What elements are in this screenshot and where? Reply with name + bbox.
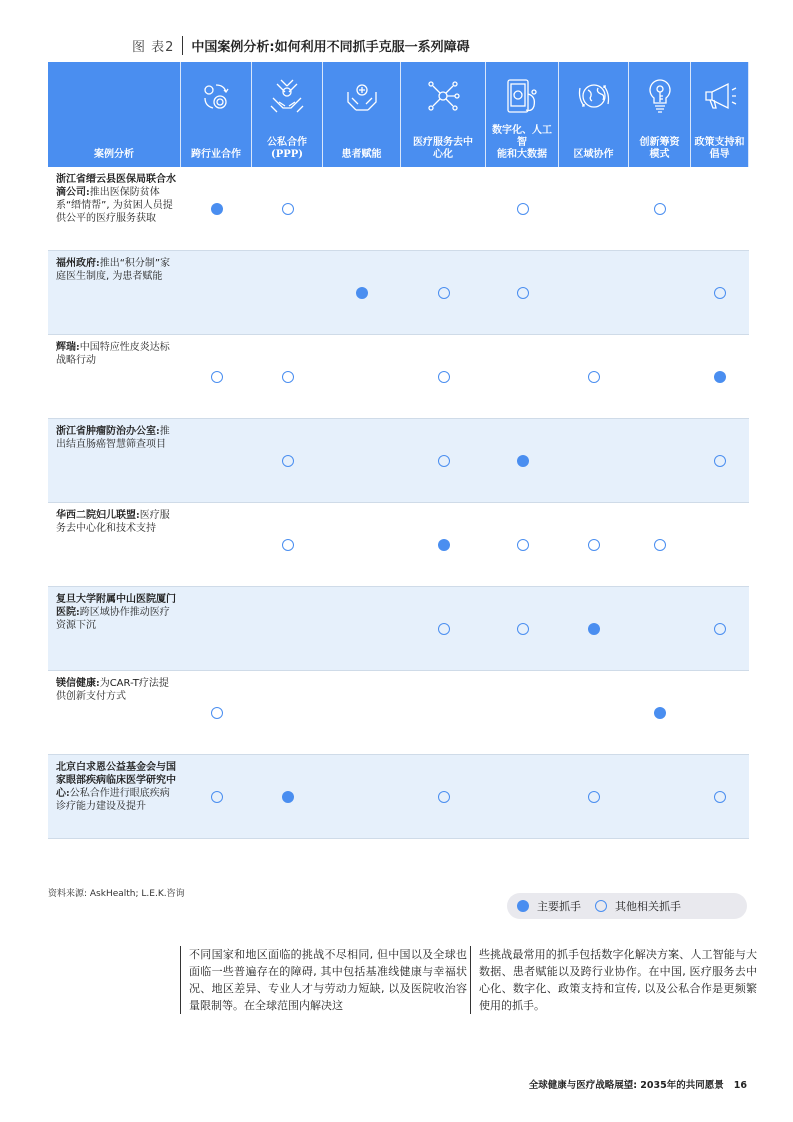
main-lever-dot: [211, 203, 223, 215]
other-lever-dot: [517, 203, 529, 215]
table-cell: [486, 587, 559, 671]
table-cell: [181, 671, 252, 755]
other-lever-dot: [211, 371, 223, 383]
header-cross-industry: [181, 62, 252, 167]
main-lever-dot: [356, 287, 368, 299]
main-lever-dot: [654, 707, 666, 719]
tablet-stethoscope-icon: [502, 76, 542, 116]
header-label: 医疗服务去中 心化: [413, 137, 473, 160]
table-cell: [691, 335, 749, 419]
table-cell: [629, 419, 691, 503]
main-lever-dot: [714, 371, 726, 383]
case-detail: 推出医保防贫体系“缙情帮”, 为贫困人员提供公平的医疗服务获取: [56, 187, 173, 224]
body-text-col1: 不同国家和地区面临的挑战不尽相同, 但中国以及全球也面临一些普遍存在的障碍, 其中包括基准线健康与幸福状况、地区差异、专业人才与劳动力短缺, 以及医院收治容量限制等。在全球范围内解决这: [180, 946, 467, 1014]
table-cell: [486, 419, 559, 503]
page-footer: [529, 1077, 747, 1091]
table-cell: [559, 251, 629, 335]
other-lever-dot: [282, 203, 294, 215]
table-cell: [691, 503, 749, 587]
table-cell: [401, 503, 486, 587]
case-detail: 中国特应性皮炎达标战略行动: [56, 342, 170, 366]
table-cell: [252, 503, 323, 587]
table-cell: [323, 419, 401, 503]
legend-other: [595, 898, 681, 914]
header-label: 政策支持和 倡导: [694, 137, 745, 160]
other-lever-dot: [282, 539, 294, 551]
other-lever-dot: [517, 623, 529, 635]
table-cell: [486, 167, 559, 251]
table-cell: [559, 587, 629, 671]
table-cell: [629, 587, 691, 671]
main-lever-dot: [517, 455, 529, 467]
table-cell: [252, 587, 323, 671]
table-cell: [486, 671, 559, 755]
table-cell: [181, 167, 252, 251]
table-cell: [559, 503, 629, 587]
other-lever-dot: [714, 623, 726, 635]
case-detail: 跨区域协作推动医疗资源下沉: [56, 607, 170, 631]
table-cell: [559, 755, 629, 839]
table-cell: [629, 503, 691, 587]
table-cell: [486, 503, 559, 587]
case-name: 复旦大学附属中山医院厦门医院:: [56, 594, 176, 618]
table-cell: [691, 419, 749, 503]
table-cell: [401, 335, 486, 419]
table-cell: [252, 419, 323, 503]
header-case-analysis: [48, 62, 181, 167]
rings-arrow-icon: [196, 76, 236, 116]
table-cell: [691, 587, 749, 671]
header-label: 案例分析: [94, 149, 134, 160]
case-name: 福州政府:: [56, 258, 100, 269]
header-patient-empower: [323, 62, 401, 167]
header-label: 患者赋能: [341, 149, 382, 160]
case-detail: 公私合作进行眼底疾病诊疗能力建设及提升: [56, 788, 170, 812]
header-innovative-finance: [629, 62, 691, 167]
table-cell: [323, 335, 401, 419]
case-detail: 推出“积分制”家庭医生制度, 为患者赋能: [56, 258, 171, 282]
table-cell: [691, 251, 749, 335]
case-name: 镁信健康:: [56, 678, 100, 689]
case-detail: 为CAR-T疗法提供创新支付方式: [56, 678, 169, 702]
table-cell: [323, 167, 401, 251]
other-lever-dot: [282, 371, 294, 383]
other-lever-dot: [654, 539, 666, 551]
case-name: 浙江省缙云县医保局联合水滴公司:: [56, 174, 176, 198]
hollow-circle-icon: [595, 900, 607, 912]
table-cell: [629, 251, 691, 335]
case-description: [48, 671, 181, 755]
header-policy-support: [691, 62, 749, 167]
filled-circle-icon: [517, 900, 529, 912]
other-lever-dot: [438, 371, 450, 383]
other-lever-dot: [438, 791, 450, 803]
case-detail: 医疗服务去中心化和技术支持: [56, 510, 170, 534]
other-lever-dot: [438, 455, 450, 467]
case-description: [48, 503, 181, 587]
case-description: [48, 419, 181, 503]
table-cell: [323, 503, 401, 587]
table-cell: [401, 419, 486, 503]
other-lever-dot: [282, 455, 294, 467]
footer-title: 全球健康与医疗战略展望: 2035年的共同愿景: [528, 1080, 724, 1091]
header-regional-collab: [559, 62, 629, 167]
table-cell: [559, 167, 629, 251]
other-lever-dot: [714, 287, 726, 299]
table-cell: [691, 755, 749, 839]
legend-other-label: 其他相关抓手: [615, 900, 681, 913]
table-cell: [401, 671, 486, 755]
other-lever-dot: [714, 791, 726, 803]
other-lever-dot: [588, 371, 600, 383]
main-lever-dot: [438, 539, 450, 551]
table-cell: [629, 167, 691, 251]
other-lever-dot: [654, 203, 666, 215]
hands-heart-icon: [342, 76, 382, 116]
handshake-icon: [267, 76, 307, 116]
table-cell: [252, 335, 323, 419]
table-cell: [181, 419, 252, 503]
table-cell: [323, 251, 401, 335]
other-lever-dot: [517, 539, 529, 551]
other-lever-dot: [588, 539, 600, 551]
case-table: [48, 62, 749, 839]
case-name: 华西二院妇儿联盟:: [56, 510, 140, 521]
header-ppp: [252, 62, 323, 167]
case-description: [48, 167, 181, 251]
table-cell: [486, 335, 559, 419]
lightbulb-icon: [640, 76, 680, 116]
table-cell: [323, 587, 401, 671]
case-description: [48, 335, 181, 419]
legend-main-label: 主要抓手: [537, 900, 581, 913]
table-cell: [559, 671, 629, 755]
other-lever-dot: [211, 707, 223, 719]
table-cell: [629, 335, 691, 419]
header-decentralization: [401, 62, 486, 167]
table-cell: [401, 167, 486, 251]
case-name: 北京白求恩公益基金会与国家眼部疾病临床医学研究中心:: [56, 762, 176, 799]
table-cell: [252, 755, 323, 839]
table-cell: [181, 755, 252, 839]
globe-arrows-icon: [574, 76, 614, 116]
table-cell: [691, 167, 749, 251]
figure-header: [132, 34, 470, 56]
table-cell: [401, 755, 486, 839]
body-text-col2: 些挑战最常用的抓手包括数字化解决方案、人工智能与大数据、患者赋能以及跨行业协作。在中国, 医疗服务去中心化、数字化、政策支持和宣传, 以及公私合作是更频繁使用的抓手。: [470, 946, 757, 1014]
other-lever-dot: [211, 791, 223, 803]
other-lever-dot: [438, 623, 450, 635]
figure-title: 中国案例分析:如何利用不同抓手克服一系列障碍: [191, 39, 470, 55]
network-nodes-icon: [423, 76, 463, 116]
table-cell: [323, 755, 401, 839]
header-digital-ai: [486, 62, 559, 167]
header-label: 创新筹资 模式: [639, 137, 680, 160]
case-name: 浙江省肿瘤防治办公室:: [56, 426, 160, 437]
header-label: 跨行业合作: [191, 149, 241, 160]
table-cell: [252, 251, 323, 335]
header-label: 区域协作: [573, 149, 614, 160]
source-note: 资料来源: AskHealth; L.E.K.咨询: [48, 889, 185, 899]
figure-label: 图 表2: [132, 36, 183, 55]
page-number: 16: [733, 1080, 747, 1091]
table-cell: [252, 671, 323, 755]
table-cell: [486, 755, 559, 839]
megaphone-icon: [700, 76, 740, 116]
other-lever-dot: [714, 455, 726, 467]
table-cell: [323, 671, 401, 755]
table-cell: [181, 503, 252, 587]
case-detail: 推出结直肠癌智慧筛查项目: [56, 426, 170, 450]
other-lever-dot: [438, 287, 450, 299]
table-cell: [401, 587, 486, 671]
other-lever-dot: [517, 287, 529, 299]
table-cell: [629, 755, 691, 839]
case-description: [48, 251, 181, 335]
main-lever-dot: [282, 791, 294, 803]
table-cell: [559, 419, 629, 503]
main-lever-dot: [588, 623, 600, 635]
legend: [507, 893, 747, 919]
other-lever-dot: [588, 791, 600, 803]
table-cell: [486, 251, 559, 335]
table-cell: [181, 335, 252, 419]
table-cell: [559, 335, 629, 419]
table-cell: [691, 671, 749, 755]
legend-main: [517, 898, 581, 914]
header-label: 公私合作 (PPP): [267, 137, 307, 160]
table-cell: [181, 587, 252, 671]
table-cell: [401, 251, 486, 335]
case-description: [48, 587, 181, 671]
table-cell: [629, 671, 691, 755]
case-name: 辉瑞:: [56, 342, 80, 353]
header-label: 数字化、人工智 能和大数据: [492, 125, 552, 160]
case-description: [48, 755, 181, 839]
table-cell: [252, 167, 323, 251]
table-cell: [181, 251, 252, 335]
